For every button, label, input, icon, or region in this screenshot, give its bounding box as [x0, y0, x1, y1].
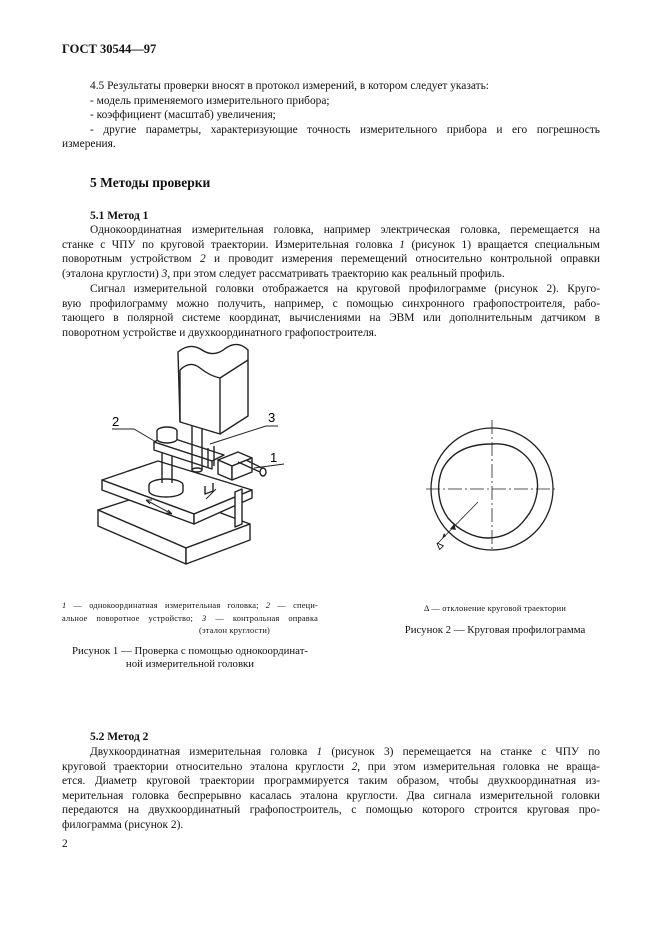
text-line: поворотном устройстве и двухкоординатного графопостроителя. — [62, 326, 377, 339]
page-number: 2 — [62, 838, 68, 850]
figure-2-caption: Рисунок 2 — Круговая профилограмма — [404, 624, 586, 636]
text-line: ется. Диаметр круговой траектории программируется таким образом, чтобы двухкоординатная из- — [62, 775, 600, 788]
figure-1-drawing — [90, 338, 290, 578]
text-line: филограмма (рисунок 2). — [62, 818, 184, 831]
document-header: ГОСТ 30544—97 — [62, 42, 157, 56]
method-2-title: 5.2 Метод 2 — [90, 731, 149, 743]
text-line: круговой траектории относительно эталона круглости 2, при этом измерительная головка не враща- — [62, 760, 600, 773]
figure-1-caption: Рисунок 1 — Проверка с помощью однокоординат- ной измерительной головки — [71, 645, 309, 671]
text-line: - другие параметры, характеризующие точность измерительного прибора и его погрешность — [90, 123, 600, 136]
legend-line: (эталон круглости) — [198, 626, 270, 635]
method-2-paragraph — [62, 745, 600, 833]
text-line: - модель применяемого измерительного прибора; — [90, 94, 330, 107]
section-5-title: 5 Методы проверки — [90, 175, 211, 190]
figure-2-delta-label: Δ — [433, 539, 447, 553]
figure-1-legend — [62, 600, 318, 638]
text-line: Сигнал измерительной головки отображается на круговой профилограмме (рисунок 2). Круго- — [90, 283, 600, 295]
method-1-title: 5.1 Метод 1 — [90, 210, 149, 222]
legend-line: альное поворотное устройство; 3 — контрольная оправка — [62, 613, 319, 623]
text-line: мерительная головка беспрерывно касалась эталона круглости. Два сигнала измерительной головки — [62, 789, 600, 802]
text-line: Однокоординатная измерительная головка, например электрическая головка, перемещается на — [90, 224, 600, 236]
method-1-paragraph-2 — [62, 282, 600, 340]
figure-1-label-2: 2 — [112, 414, 120, 429]
text-line: (эталона круглости) 3, при этом следует рассматривать траекторию как реальный профиль. — [62, 267, 505, 280]
text-line: измерения. — [62, 138, 116, 151]
text-line: вую профилограмму можно получить, например, с помощью синхронного графопостроителя, рабо- — [62, 297, 600, 310]
text-line: тающего в полярной системе координат, вычислениями на ЭВМ или дополнительным датчиком в — [62, 312, 600, 325]
text-line: передаются на двухкоординатный графопостроитель, с помощью которого строится круговая про- — [62, 804, 600, 817]
legend-line: 1 — однокоординатная измерительная головка; 2 — специ- — [62, 601, 318, 610]
text-line: - коэффициент (масштаб) увеличения; — [90, 109, 276, 122]
text-line: поворотным устройством 2 и проводит измерения перемещений относительно контрольной оправки — [62, 253, 600, 266]
section-4-5 — [62, 79, 600, 152]
text-line: Двухкоординатная измерительная головка 1 (рисунок 3) перемещается на станке с ЧПУ по — [90, 746, 600, 758]
figure-1-label-1: 1 — [270, 450, 278, 465]
text-line: 4.5 Результаты проверки вносят в протокол измерений, в котором следует указать: — [90, 80, 489, 92]
figure-2-legend: Δ — отклонение круговой траектории — [423, 604, 567, 613]
figure-2-drawing — [418, 402, 568, 562]
method-1-paragraph-1 — [62, 223, 600, 281]
figure-1-label-3: 3 — [268, 410, 276, 425]
text-line: станке с ЧПУ по круговой траектории. Измерительная головка 1 (рисунок 1) вращается специальным — [62, 238, 600, 251]
